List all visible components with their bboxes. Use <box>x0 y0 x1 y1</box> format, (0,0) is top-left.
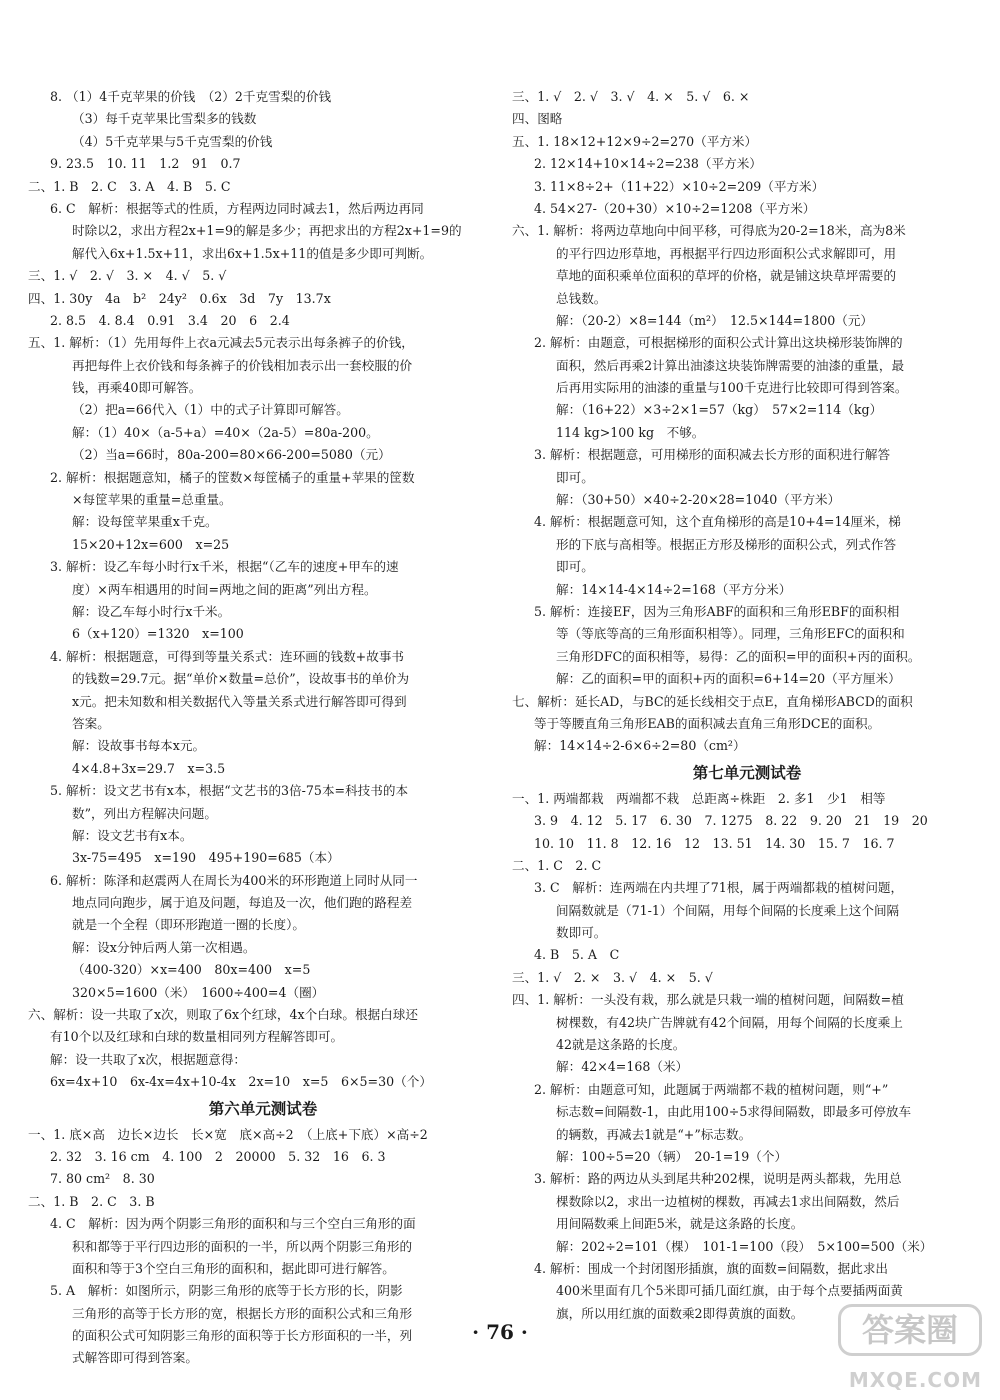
answer-line: 形的下底与高相等。根据正方形及梯形的面积公式，列式作答 <box>556 536 897 552</box>
answer-line: 6. 解析：陈泽和赵震两人在周长为400米的环形跑道上同时从同一 <box>50 872 418 888</box>
answer-line: 等（等底等高的三角形面积相等）。同理，三角形EFC的面积和 <box>556 626 905 642</box>
answer-line: 地点同向跑步，属于追及问题，每追及一次，他们跑的路程差 <box>72 895 413 911</box>
answer-line: ×每筐苹果的重量=总重量。 <box>72 492 232 508</box>
answer-line: 即可。 <box>556 469 594 485</box>
answer-line: 四、1. 解析：一头没有栽，那么就是只栽一端的植树问题，间隔数=植 <box>512 992 904 1008</box>
answer-line: 解：（30+50）×40÷2-20×28=1040（平方米） <box>556 492 841 508</box>
answer-line: 3. C 解析：连两端在内共埋了71根，属于两端都栽的植树问题， <box>534 880 904 896</box>
answer-line: 解：设每筐苹果重x千克。 <box>72 514 218 530</box>
answer-line: 二、1. B 2. C 3. B <box>28 1193 155 1209</box>
answer-line: 钱，再乘40即可解答。 <box>72 380 202 396</box>
answer-line: 旗，所以用红旗的面数乘2即得黄旗的面数。 <box>556 1305 804 1321</box>
answer-line: 400米里面有几个5米即可插几面红旗，由于每个点要插两面黄 <box>556 1283 903 1299</box>
answer-line: 有10个以及红球和白球的数量相同列方程解答即可。 <box>50 1029 344 1045</box>
answer-line: 式解答即可得到答案。 <box>72 1350 198 1366</box>
answer-line: 15×20+12x=600 x=25 <box>72 536 230 552</box>
answer-line: 二、1. B 2. C 3. A 4. B 5. C <box>28 178 231 194</box>
answer-line: 解：设乙车每小时行x千米。 <box>72 603 231 619</box>
answer-line: 四、图略 <box>512 111 563 127</box>
answer-line: 4. C 解析：因为两个阴影三角形的面积和与三个空白三角形的面 <box>50 1216 416 1232</box>
answer-line: 解：（16+22）×3÷2×1=57（kg） 57×2=114（kg） <box>556 402 883 418</box>
answer-line: 2. 解析：由题意可知，此题属于两端都不栽的植树问题，则“+” <box>534 1081 889 1097</box>
answer-line: 2. 12×14+10×14÷2=238（平方米） <box>534 156 762 172</box>
watermark-top-text: 答案圈 <box>838 1304 982 1356</box>
answer-line: 5. 解析：设文艺书有x本，根据“文艺书的3倍-75本=科技书的本 <box>50 783 409 799</box>
answer-line: 5. 解析：连接EF，因为三角形ABF的面积和三角形EBF的面积相 <box>534 603 900 619</box>
answer-line: （4）5千克苹果与5千克雪梨的价钱 <box>72 133 273 149</box>
right-column <box>512 86 982 1325</box>
watermark-bottom-text: MXQE.COM <box>848 1368 982 1392</box>
answer-line: 解：设x分钟后两人第一次相遇。 <box>72 939 256 955</box>
answer-line: 8. （1）4千克苹果的价钱 （2）2千克雪梨的价钱 <box>50 89 332 104</box>
answer-line: 等于等腰直角三角形EAB的面积减去直角三角形DCE的面积。 <box>534 715 881 731</box>
answer-line: 6x=4x+10 6x-4x=4x+10-4x 2x=10 x=5 6×5=30（个） <box>50 1074 432 1090</box>
answer-line: 七、解析：延长AD，与BC的延长线相交于点E，直角梯形ABCD的面积 <box>512 693 913 709</box>
answer-line: 4×4.8+3x=29.7 x=3.5 <box>72 760 226 776</box>
answer-line: 面积和等于3个空白三角形的面积和，据此即可进行解答。 <box>72 1260 395 1276</box>
answer-line: 即可。 <box>556 559 594 575</box>
answer-line: 4. B 5. A C <box>534 947 620 963</box>
answer-line: 二、1. C 2. C <box>512 857 602 873</box>
answer-line: 时除以2，求出方程2x+1=9的解是多少；再把求出的方程2x+1=9的 <box>72 223 462 239</box>
answer-line: 三、1. √ 2. √ 3. √ 4. × 5. √ 6. × <box>512 89 750 104</box>
answer-line: 的平行四边形草地，再根据平行四边形面积公式求解即可，用 <box>556 245 897 261</box>
answer-line: 5. A 解析：如图所示，阴影三角形的底等于长方形的长，阴影 <box>50 1283 403 1299</box>
answer-line: 320×5=1600（米） 1600÷400=4（圈） <box>72 984 325 1000</box>
answer-line: 三、1. √ 2. × 3. √ 4. × 5. √ <box>512 969 713 985</box>
answer-line: （2）把a=66代入（1）中的式子计算即可解答。 <box>72 402 349 418</box>
answer-line: 度）×两车相遇用的时间=两地之间的距离”列出方程。 <box>72 581 377 597</box>
answer-line: 标志数=间隔数-1，由此用100÷5求得间隔数，即最多可停放车 <box>556 1104 912 1120</box>
answer-line: 积和都等于平行四边形的面积的一半，所以两个阴影三角形的 <box>72 1238 413 1254</box>
answer-line: （400-320）×x=400 80x=400 x=5 <box>72 962 311 978</box>
answer-line: 42就是这条路的长度。 <box>556 1037 686 1053</box>
answer-line: 2. 8.5 4. 8.4 0.91 3.4 20 6 2.4 <box>50 312 290 328</box>
answer-line: 解：14×14-4×14÷2=168（平方分米） <box>556 581 792 597</box>
answer-line: 4. 解析：根据题意，可得到等量关系式：连环画的钱数+故事书 <box>50 648 405 664</box>
answer-line: x元。把未知数和相关数据代入等量关系式进行解答即可得到 <box>72 693 407 709</box>
answer-line: 六、1. 解析：将两边草地向中间平移，可得底为20-2=18米，高为8米 <box>512 223 906 239</box>
answer-line: 4. 解析：根据题意可知，这个直角梯形的高是10+4=14厘米，梯 <box>534 514 901 530</box>
answer-line: 9. 23.5 10. 11 1.2 91 0.7 <box>50 156 241 172</box>
answer-line: 2. 解析：由题意，可根据梯形的面积公式计算出这块梯形装饰牌的 <box>534 335 903 351</box>
answer-line: 解：（20-2）×8=144（m²） 12.5×144=1800（元） <box>556 312 874 328</box>
answer-line: 六、解析：设一共取了x次，则取了6x个红球，4x个白球。根据白球还 <box>28 1007 418 1023</box>
answer-line: 114 kg>100 kg 不够。 <box>556 424 705 440</box>
answer-line: 树棵数，有42块广告牌就有42个间隔，用每个间隔的长度乘上 <box>556 1014 903 1030</box>
answer-line: 6. C 解析：根据等式的性质，方程两边同时减去1，然后两边再同 <box>50 200 424 216</box>
answer-line: 解：设故事书每本x元。 <box>72 738 206 754</box>
answer-line: 2. 解析：根据题意知，橘子的筐数×每筐橘子的重量+苹果的筐数 <box>50 469 415 485</box>
answer-line: 3. 11×8÷2+（11+22）×10÷2=209（平方米） <box>534 178 825 194</box>
answer-line: 3. 解析：路的两边从头到尾共种202棵，说明是两头都栽，先用总 <box>534 1171 902 1187</box>
answer-line: 的钱数=29.7元。据“单价×数量=总价”，设故事书的单价为 <box>72 671 410 687</box>
section-title: 第七单元测试卷 <box>692 763 802 782</box>
answer-line: 数即可。 <box>556 925 607 941</box>
answer-line: 就是一个全程（即环形跑道一圈的长度）。 <box>72 917 305 933</box>
answer-line: 解：（1）40×（a-5+a）=40×（2a-5）=80a-200。 <box>72 424 379 440</box>
answer-line: 间隔数就是（71-1）个间隔，用每个间隔的长度乘上这个间隔 <box>556 902 900 918</box>
answer-line: 3. 9 4. 12 5. 17 6. 30 7. 1275 8. 22 9. 20 21 19 20 <box>534 813 928 829</box>
answer-line: 数”，列出方程解决问题。 <box>72 805 217 821</box>
watermark-logo <box>842 1304 982 1392</box>
answer-line: 解：42×4=168（米） <box>556 1059 689 1075</box>
answer-line: 三角形的高等于长方形的宽，根据长方形的面积公式和三角形 <box>72 1305 413 1321</box>
answer-line: 草地的面积乘单位面积的草坪的价格，就是铺这块草坪需要的 <box>556 268 897 284</box>
answer-line: 4. 解析：围成一个封闭图形插旗，旗的面数=间隔数，据此求出 <box>534 1260 889 1276</box>
answer-line: 五、1. 18×12+12×9÷2=270（平方米） <box>512 133 758 149</box>
answer-line: 五、1. 解析：（1）先用每件上衣a元减去5元表示出每条裤子的价钱， <box>28 335 414 351</box>
answer-line: 解：设一共取了x次，根据题意得： <box>50 1051 247 1067</box>
answer-line: 一、1. 两端都栽 两端都不栽 总距离÷株距 2. 多1 少1 相等 <box>512 790 886 806</box>
answer-line: 总钱数。 <box>556 290 607 306</box>
answer-line: 答案。 <box>72 715 110 731</box>
answer-line: 3. 解析：设乙车每小时行x千米，根据“（乙车的速度+甲车的速 <box>50 559 399 575</box>
answer-line: （2）当a=66时，80a-200=80×66-200=5080（元） <box>72 447 391 463</box>
answer-line: 解：202÷2=101（棵） 101-1=100（段） 5×100=500（米） <box>556 1238 933 1254</box>
answer-line: 解：乙的面积=甲的面积+丙的面积=6+14=20（平方厘米） <box>556 671 901 687</box>
answer-line: 的辆数，再减去1就是“+”标志数。 <box>556 1126 752 1142</box>
answer-line: 3x-75=495 x=190 495+190=685（本） <box>72 850 340 866</box>
answer-line: 四、1. 30y 4a b² 24y² 0.6x 3d 7y 13.7x <box>28 290 331 306</box>
answer-line: 7. 80 cm² 8. 30 <box>50 1171 155 1187</box>
left-column <box>28 86 498 1370</box>
answer-line: 三角形DFC的面积相等，易得：乙的面积=甲的面积+丙的面积。 <box>556 648 921 664</box>
answer-line: 解代入6x+1.5x+11，求出6x+1.5x+11的值是多少即可判断。 <box>72 245 433 261</box>
answer-line: 面积，然后再乘2计算出油漆这块装饰牌需要的油漆的重量，最 <box>556 357 905 373</box>
answer-line: 三、1. √ 2. √ 3. × 4. √ 5. √ <box>28 268 227 284</box>
answer-line: 解：100÷5=20（辆） 20-1=19（个） <box>556 1148 788 1164</box>
answer-line: 6（x+120）=1320 x=100 <box>72 626 244 642</box>
answer-line: 的面积公式可知阴影三角形的面积等于长方形面积的一半，列 <box>72 1328 413 1344</box>
answer-line: 10. 10 11. 8 12. 16 12 13. 51 14. 30 15. 7 16. 7 <box>534 835 895 851</box>
answer-line: 4. 54×27-（20+30）×10÷2=1208（平方米） <box>534 200 816 216</box>
answer-line: 3. 解析：根据题意，可用梯形的面积减去长方形的面积进行解答 <box>534 447 891 463</box>
answer-line: 2. 32 3. 16 cm 4. 100 2 20000 5. 32 16 6. 3 <box>50 1148 386 1164</box>
section-title: 第六单元测试卷 <box>208 1099 318 1118</box>
answer-line: 一、1. 底×高 边长×边长 长×宽 底×高÷2 （上底+下底）×高÷2 <box>28 1126 428 1142</box>
answer-line: 棵数除以2，求出一边植树的棵数，再减去1求出间隔数，然后 <box>556 1193 900 1209</box>
answer-line: 用间隔数乘上间距5米，就是这条路的长度。 <box>556 1216 804 1232</box>
answer-line: （3）每千克苹果比雪梨多的钱数 <box>72 111 257 127</box>
page-number: · 76 · <box>472 1320 528 1344</box>
answer-line: 后再用实际用的油漆的重量与100千克进行比较即可得到答案。 <box>556 380 908 396</box>
answer-line: 解：设文艺书有x本。 <box>72 827 193 843</box>
answer-line: 再把每件上衣价钱和每条裤子的价钱相加表示出一套校服的价 <box>72 357 413 373</box>
answer-line: 解：14×14÷2-6×6÷2=80（cm²） <box>534 738 746 754</box>
